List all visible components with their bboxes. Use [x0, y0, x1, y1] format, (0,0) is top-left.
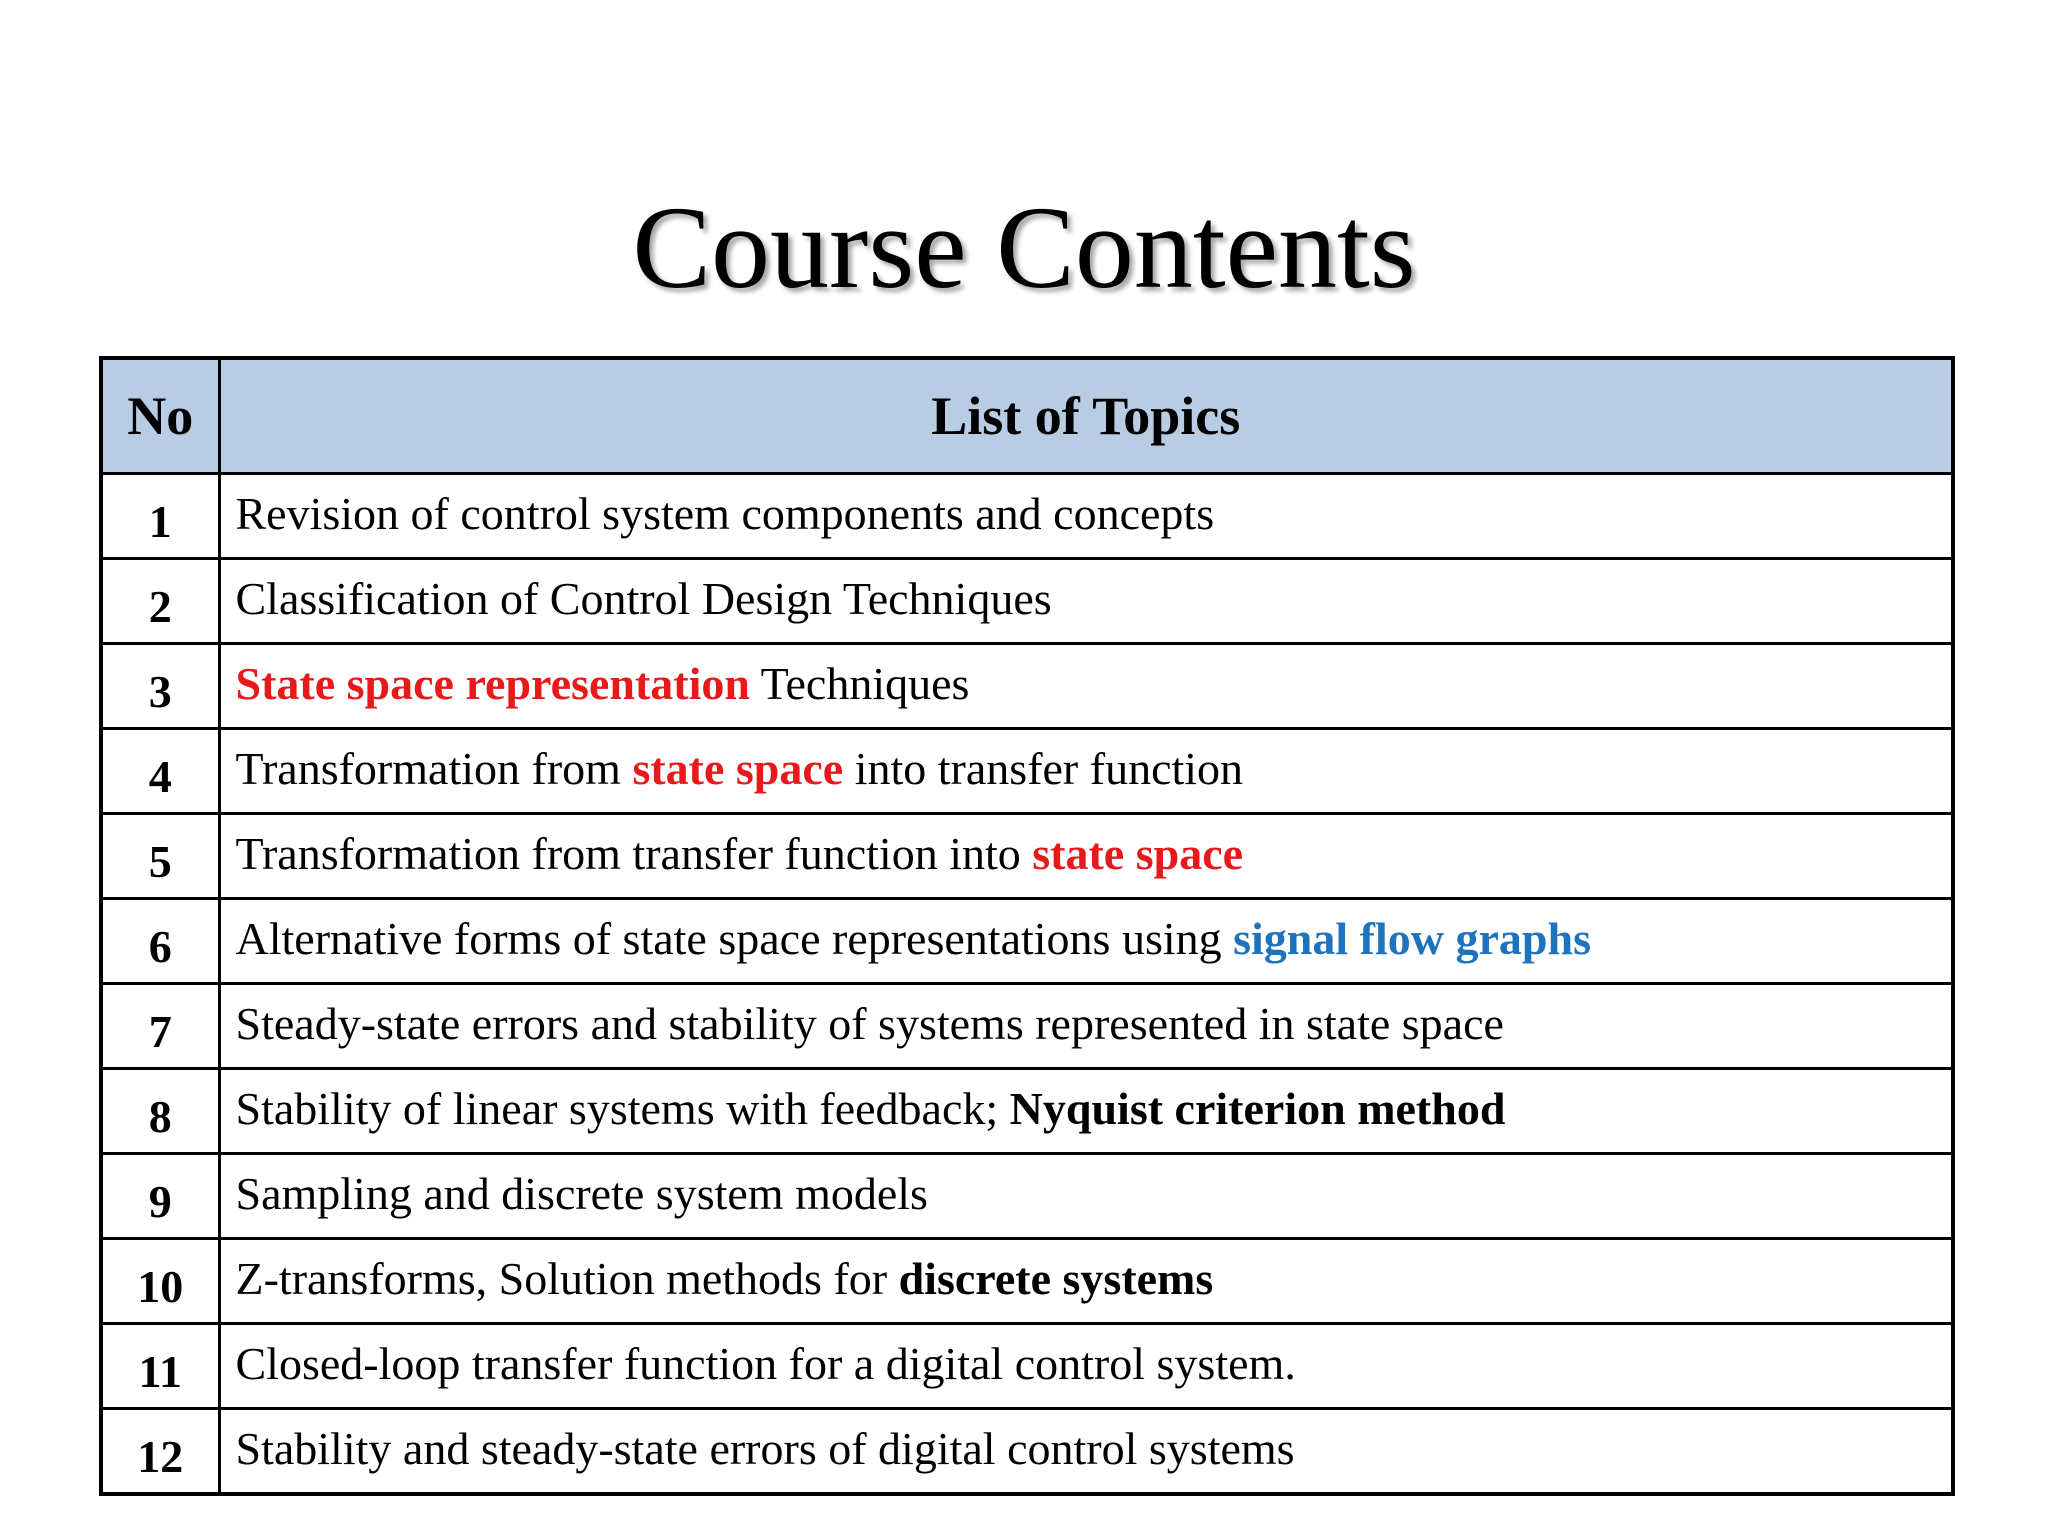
topic-number: 11	[101, 1324, 219, 1409]
topic-title	[219, 814, 1953, 899]
topic-number: 9	[101, 1154, 219, 1239]
topic-text-normal: Closed-loop transfer function for a digital control system.	[235, 1337, 1296, 1389]
topic-text-normal: into transfer function	[843, 742, 1244, 794]
topic-title	[219, 899, 1953, 984]
topic-text-normal: Steady-state errors and stability of systems represented in state space	[235, 997, 1504, 1049]
table-row	[101, 1069, 1953, 1154]
topic-number: 7	[101, 984, 219, 1069]
slide-title: Course Contents	[632, 182, 1416, 313]
topic-number: 5	[101, 814, 219, 899]
topic-text-normal: Techniques	[749, 657, 970, 709]
topic-title	[219, 1069, 1953, 1154]
table-row	[101, 984, 1953, 1069]
topic-title	[219, 1239, 1953, 1324]
topic-number: 4	[101, 729, 219, 814]
topic-title	[219, 559, 1953, 644]
topic-number: 1	[101, 474, 219, 559]
table-row	[101, 1409, 1953, 1495]
topic-number: 3	[101, 644, 219, 729]
topic-number: 2	[101, 559, 219, 644]
table-row	[101, 729, 1953, 814]
topic-title	[219, 644, 1953, 729]
topic-text-normal: Revision of control system components and concepts	[235, 487, 1215, 539]
table-row	[101, 474, 1953, 559]
topic-number: 6	[101, 899, 219, 984]
table-header-row	[101, 358, 1953, 474]
topic-title	[219, 1324, 1953, 1409]
topic-text-red: state space	[632, 742, 844, 794]
topics-table	[99, 356, 1955, 1496]
topic-number: 10	[101, 1239, 219, 1324]
table-row	[101, 559, 1953, 644]
topic-text-red: state space	[1032, 827, 1244, 879]
topic-text-normal: Transformation from	[235, 742, 633, 794]
topics-body	[101, 474, 1953, 1495]
topic-text-normal: Transformation from transfer function into	[235, 827, 1033, 879]
topic-number: 8	[101, 1069, 219, 1154]
header-no: No	[101, 358, 219, 474]
header-topics: List of Topics	[219, 358, 1953, 474]
topic-text-normal: Z-transforms, Solution methods for	[235, 1252, 899, 1304]
topic-text-normal: Sampling and discrete system models	[235, 1167, 928, 1219]
topic-text-bold: discrete systems	[898, 1252, 1214, 1304]
topic-text-bold: Nyquist criterion method	[1009, 1082, 1506, 1134]
topic-text-normal: Classification of Control Design Techniques	[235, 572, 1052, 624]
table-row	[101, 1239, 1953, 1324]
table-row	[101, 1154, 1953, 1239]
topic-title	[219, 474, 1953, 559]
topic-text-normal: Stability and steady-state errors of digital control systems	[235, 1422, 1295, 1474]
topic-text-normal: Stability of linear systems with feedback;	[235, 1082, 1010, 1134]
topic-title	[219, 729, 1953, 814]
table-row	[101, 644, 1953, 729]
topic-title	[219, 1409, 1953, 1495]
topic-text-blue: signal flow graphs	[1233, 912, 1591, 964]
topic-text-red: State space representation	[235, 657, 750, 709]
table-row	[101, 1324, 1953, 1409]
table-row	[101, 814, 1953, 899]
topic-number: 12	[101, 1409, 219, 1495]
table-row	[101, 899, 1953, 984]
topic-text-normal: Alternative forms of state space representations using	[235, 912, 1234, 964]
topic-title	[219, 1154, 1953, 1239]
topic-title	[219, 984, 1953, 1069]
